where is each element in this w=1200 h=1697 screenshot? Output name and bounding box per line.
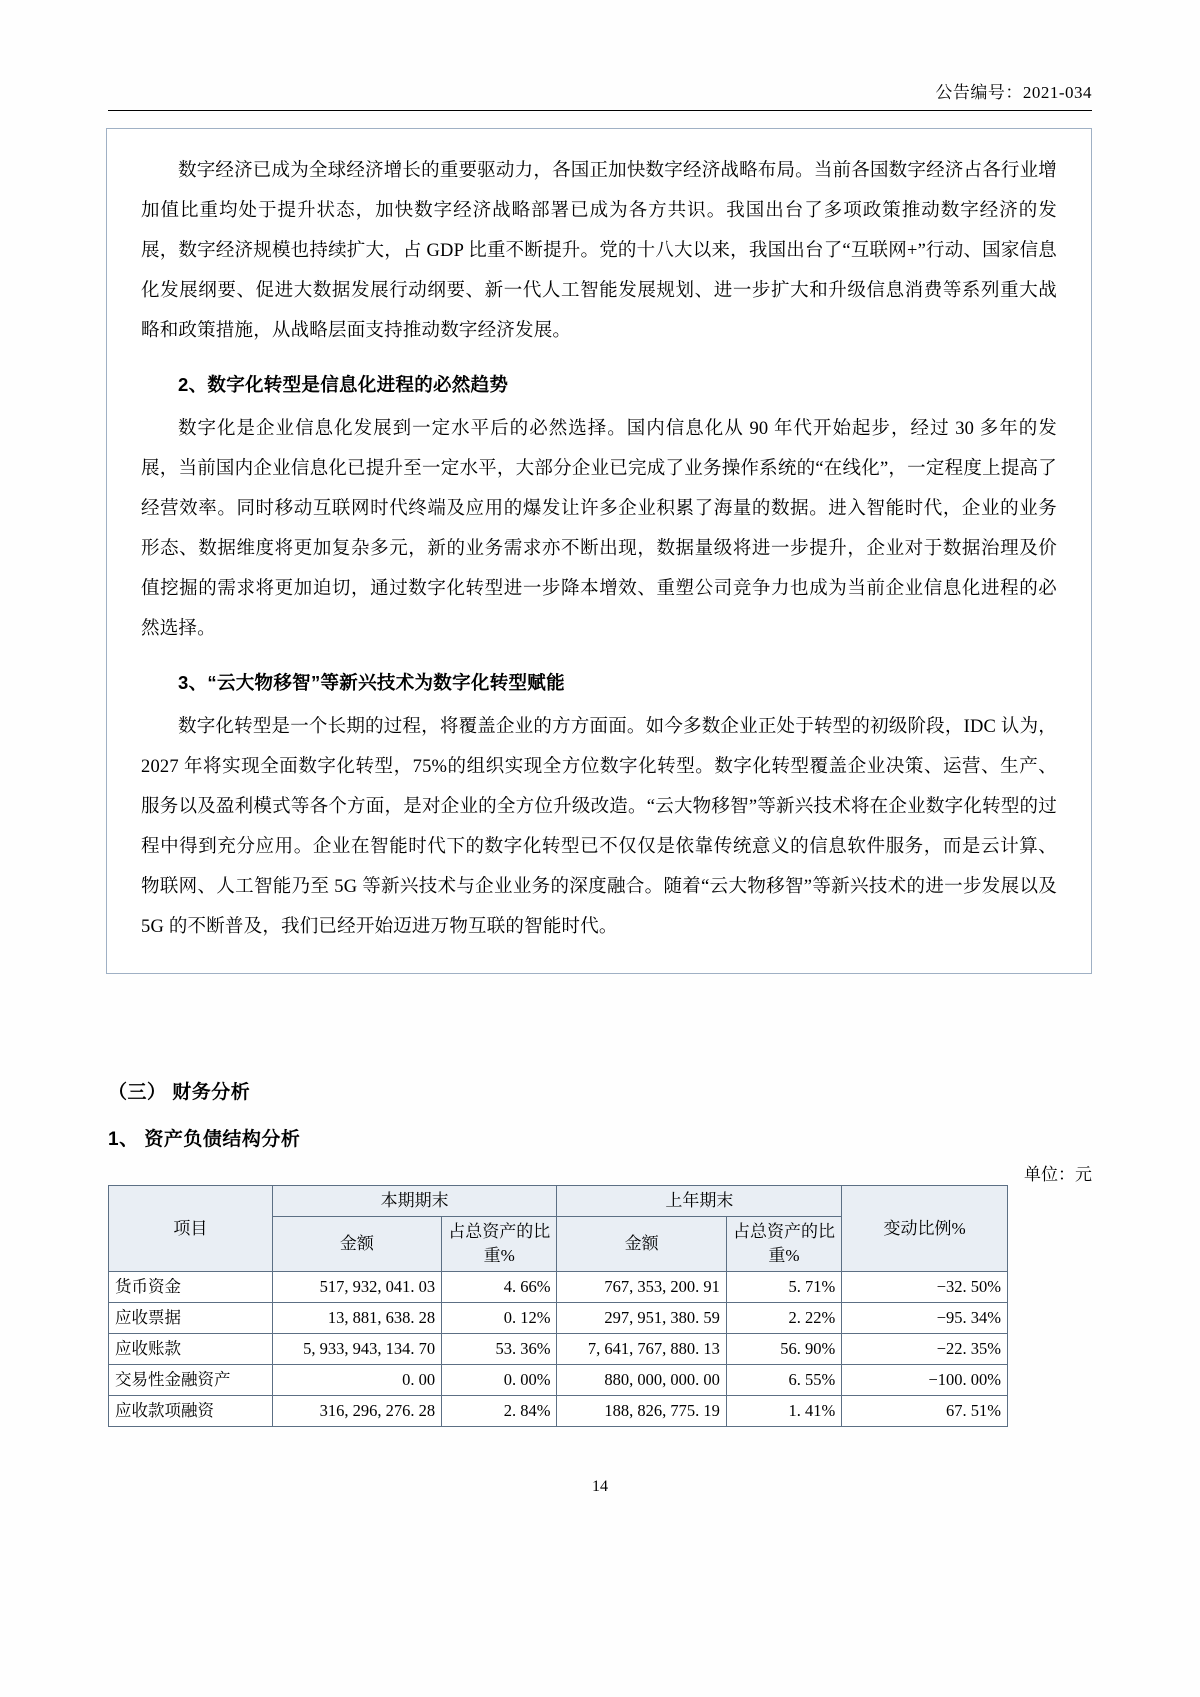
cell-current-pct: 0. 00% [442,1365,557,1396]
cell-previous-pct: 6. 55% [726,1365,841,1396]
cell-current-amount: 13, 881, 638. 28 [272,1303,441,1334]
paragraph-digital-transformation-trend: 数字化是企业信息化发展到一定水平后的必然选择。国内信息化从 90 年代开始起步，经过 30 多年的发展，当前国内企业信息化已提升至一定水平，大部分企业已完成了业务操作系统的“在线化”，一定程度上提高了经营效率。同时移动互联网时代终端及应用的爆发让许多企业积累了海量的数据。进入智能时代，企业的业务形态、数据维度将更加复杂多元，新的业务需求亦不断出现，数据量级将进一步提升，企业对于数据治理及价值挖掘的需求将更加迫切，通过数字化转型进一步降本增效、重塑公司竞争力也成为当前企业信息化进程的必然选择。 [141,419,1057,639]
cell-current-amount: 5, 933, 943, 134. 70 [272,1334,441,1365]
cell-item-label: 货币资金 [109,1272,273,1303]
page-number: 14 [592,1478,608,1495]
cell-item-label: 交易性金融资产 [109,1365,273,1396]
cell-previous-pct: 1. 41% [726,1396,841,1427]
header-previous-period: 上年期末 [557,1186,842,1217]
cell-previous-pct: 2. 22% [726,1303,841,1334]
table-row [109,1396,1008,1427]
paragraph-emerging-tech: 数字化转型是一个长期的过程，将覆盖企业的方方面面。如今多数企业正处于转型的初级阶段，IDC 认为，2027 年将实现全面数字化转型，75%的组织实现全方位数字化转型。数字化转型覆盖企业决策、运营、生产、服务以及盈利模式等各个方面，是对企业的全方位升级改造。“云大物移智”等新兴技术将在企业数字化转型的过程中得到充分应用。企业在智能时代下的数字化转型已不仅仅是依靠传统意义的信息软件服务，而是云计算、物联网、人工智能乃至 5G 等新兴技术与企业业务的深度融合。随着“云大物移智”等新兴技术的进一步发展以及 5G 的不断普及，我们已经开始迈进万物互联的智能时代。 [141,717,1057,937]
cell-current-pct: 53. 36% [442,1334,557,1365]
heading-emerging-tech: 3、“云大物移智”等新兴技术为数字化转型赋能 [178,672,565,693]
cell-item-label: 应收票据 [109,1303,273,1334]
cell-current-amount: 0. 00 [272,1365,441,1396]
highlighted-content-box [106,128,1092,974]
table-row [109,1272,1008,1303]
cell-change: −22. 35% [842,1334,1008,1365]
header-change-ratio: 变动比例% [842,1186,1008,1272]
table-row [109,1303,1008,1334]
cell-item-label: 应收款项融资 [109,1396,273,1427]
header-current-pct: 占总资产的比重% [442,1217,557,1272]
table-row [109,1334,1008,1365]
cell-current-amount: 316, 296, 276. 28 [272,1396,441,1427]
cell-current-amount: 517, 932, 041. 03 [272,1272,441,1303]
header-current-amount: 金额 [272,1217,441,1272]
heading-digital-transformation-trend: 2、数字化转型是信息化进程的必然趋势 [178,374,509,395]
cell-change: 67. 51% [842,1396,1008,1427]
section-heading-asset-liability: 1、 资产负债结构分析 [108,1129,301,1150]
asset-liability-table [108,1185,1008,1427]
cell-previous-pct: 5. 71% [726,1272,841,1303]
cell-previous-amount: 880, 000, 000. 00 [557,1365,726,1396]
header-previous-amount: 金额 [557,1217,726,1272]
table-unit-note: 单位：元 [1024,1165,1092,1184]
header-previous-pct: 占总资产的比重% [726,1217,841,1272]
cell-item-label: 应收账款 [109,1334,273,1365]
table-body [109,1272,1008,1427]
cell-change: −95. 34% [842,1303,1008,1334]
cell-previous-amount: 7, 641, 767, 880. 13 [557,1334,726,1365]
cell-previous-amount: 297, 951, 380. 59 [557,1303,726,1334]
page-header-notice-number: 公告编号：2021-034 [935,83,1092,102]
paragraph-digital-economy: 数字经济已成为全球经济增长的重要驱动力，各国正加快数字经济战略布局。当前各国数字经济占各行业增加值比重均处于提升状态，加快数字经济战略部署已成为各方共识。我国出台了多项政策推动数字经济的发展，数字经济规模也持续扩大，占 GDP 比重不断提升。党的十八大以来，我国出台了“互联网+”行动、国家信息化发展纲要、促进大数据发展行动纲要、新一代人工智能发展规划、进一步扩大和升级信息消费等系列重大战略和政策措施，从战略层面支持推动数字经济发展。 [141,161,1057,341]
section-heading-finance-analysis: （三） 财务分析 [108,1082,251,1103]
header-current-period: 本期期末 [272,1186,557,1217]
cell-current-pct: 4. 66% [442,1272,557,1303]
table-header-row-group [109,1186,1008,1217]
cell-current-pct: 2. 84% [442,1396,557,1427]
cell-previous-pct: 56. 90% [726,1334,841,1365]
table-row [109,1365,1008,1396]
cell-previous-amount: 767, 353, 200. 91 [557,1272,726,1303]
cell-change: −32. 50% [842,1272,1008,1303]
header-item: 项目 [109,1186,273,1272]
cell-change: −100. 00% [842,1365,1008,1396]
table-header [109,1186,1008,1272]
cell-current-pct: 0. 12% [442,1303,557,1334]
header-divider [108,110,1092,111]
cell-previous-amount: 188, 826, 775. 19 [557,1396,726,1427]
